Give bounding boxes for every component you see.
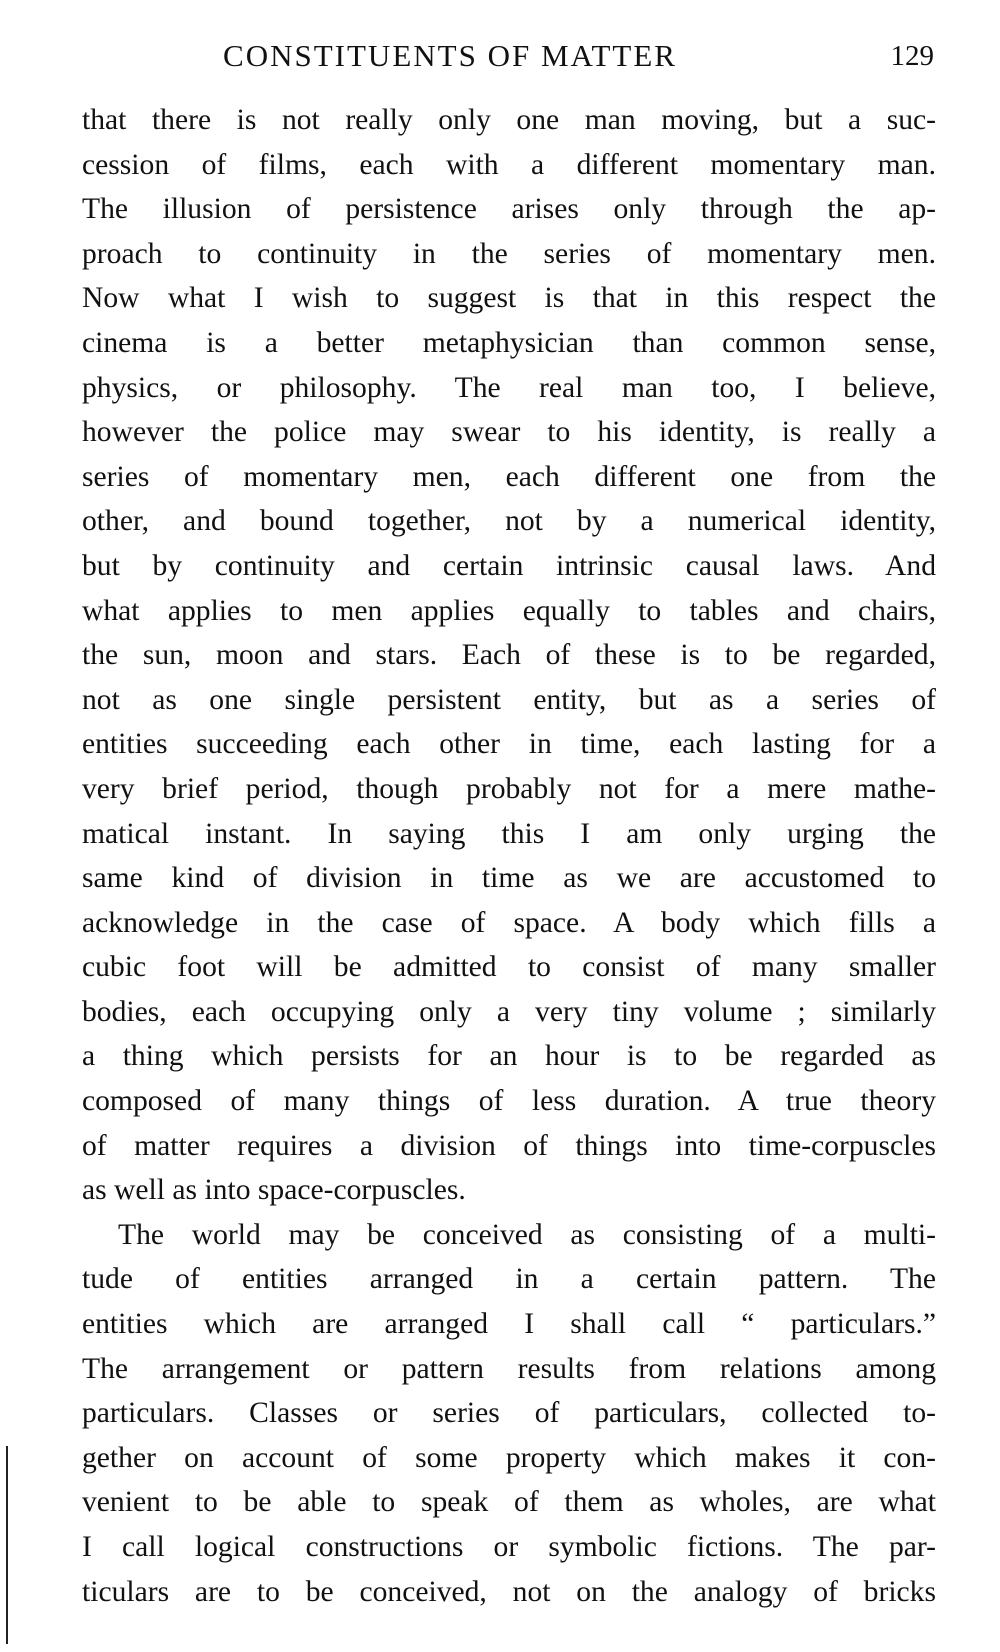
text-line: bodies, each occupying only a very tiny volume ; similarly — [82, 995, 936, 1028]
text-line: the sun, moon and stars. Each of these is to be regarded, — [82, 639, 936, 672]
text-line: what applies to men applies equally to tables and chairs, — [82, 594, 936, 627]
text-line: ticulars are to be conceived, not on the analogy of bricks — [82, 1575, 936, 1608]
body-text — [82, 98, 936, 1614]
text-line: entities which are arranged I shall call “ particulars.” — [82, 1308, 936, 1341]
page-number: 129 — [890, 40, 934, 72]
text-line: a thing which persists for an hour is to be regarded as — [82, 1040, 936, 1073]
text-line: as well as into space-corpuscles. — [82, 1174, 466, 1207]
text-line: gether on account of some property which makes it con- — [82, 1441, 936, 1474]
text-line: physics, or philosophy. The real man too, I believe, — [82, 371, 936, 404]
text-line: composed of many things of less duration. A true theory — [82, 1085, 936, 1118]
text-line: tude of entities arranged in a certain pattern. The — [82, 1263, 936, 1296]
text-line: acknowledge in the case of space. A body which fills a — [82, 906, 936, 939]
text-line: series of momentary men, each different one from the — [82, 460, 936, 493]
text-line: I call logical constructions or symbolic fictions. The par- — [82, 1531, 936, 1563]
running-head — [80, 36, 940, 76]
text-line: very brief period, though probably not for a mere mathe- — [82, 772, 936, 805]
text-line: other, and bound together, not by a numerical identity, — [82, 505, 936, 538]
text-line: The illusion of persistence arises only through the ap- — [82, 193, 936, 226]
text-line: cinema is a better metaphysician than common sense, — [82, 326, 936, 359]
text-line: The arrangement or pattern results from relations among — [82, 1352, 936, 1385]
text-line: however the police may swear to his identity, is really a — [82, 416, 936, 449]
text-line: matical instant. In saying this I am only urging the — [82, 817, 936, 850]
text-line: venient to be able to speak of them as wholes, are what — [82, 1486, 936, 1519]
paragraph — [82, 98, 936, 1213]
text-line: Now what I wish to suggest is that in this respect the — [82, 282, 936, 315]
running-title: CONSTITUENTS OF MATTER — [223, 38, 677, 73]
text-line: proach to continuity in the series of momentary men. — [82, 237, 936, 270]
text-line: The world may be conceived as consisting of a multi- — [118, 1218, 936, 1251]
text-line: cession of films, each with a different momentary man. — [82, 148, 936, 181]
text-line: same kind of division in time as we are accustomed to — [82, 862, 936, 895]
text-line: not as one single persistent entity, but as a series of — [82, 683, 936, 716]
paragraph — [82, 1213, 936, 1614]
text-line: but by continuity and certain intrinsic causal laws. And — [82, 549, 936, 582]
text-line: that there is not really only one man moving, but a suc- — [82, 104, 936, 136]
text-line: particulars. Classes or series of particulars, collected to- — [82, 1397, 936, 1430]
text-line: of matter requires a division of things into time-corpuscles — [82, 1129, 936, 1162]
text-line: cubic foot will be admitted to consist of many smaller — [82, 951, 936, 984]
binding-edge-mark — [6, 1446, 8, 1644]
text-line: entities succeeding each other in time, each lasting for a — [82, 728, 936, 761]
